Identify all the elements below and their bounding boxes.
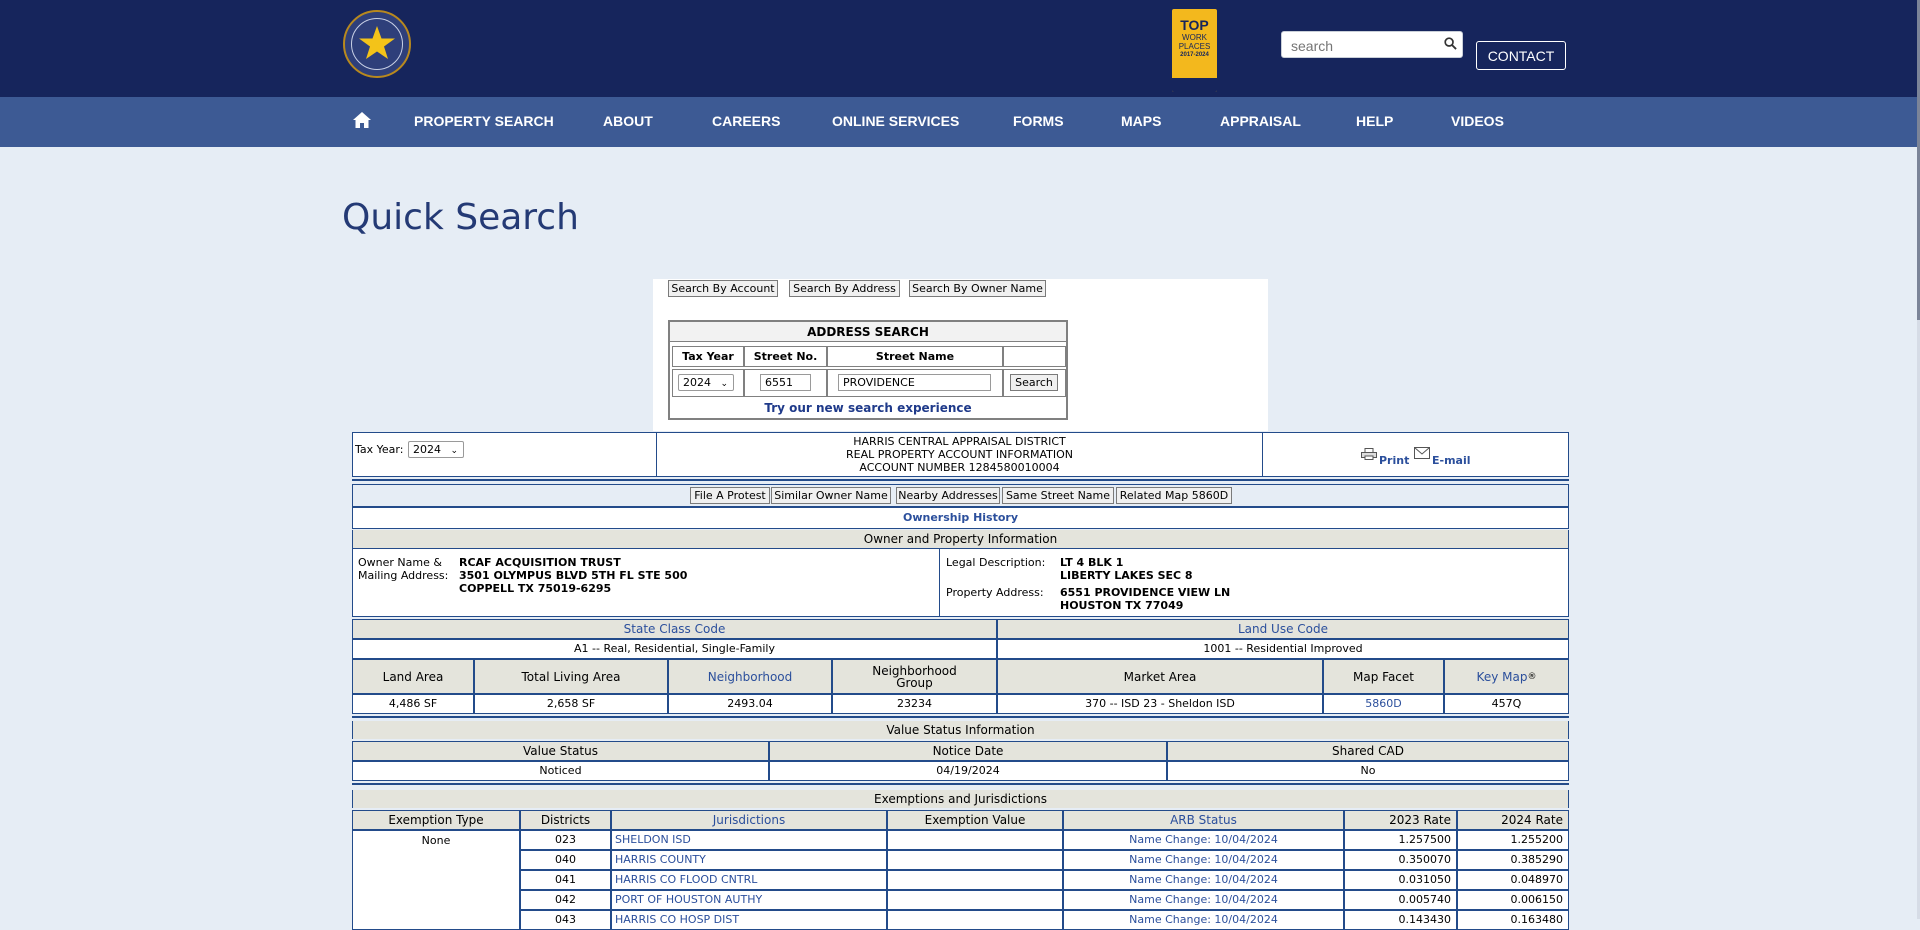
search-by-owner-button[interactable]: Search By Owner Name (909, 280, 1046, 297)
border-left (352, 485, 353, 506)
hcad-logo[interactable] (343, 10, 411, 78)
star-icon (345, 12, 409, 76)
nav-about[interactable]: ABOUT (603, 113, 653, 129)
top-header (0, 0, 1920, 97)
street-no-input[interactable]: 6551 (760, 374, 811, 391)
account-number: ACCOUNT NUMBER 1284580010004 (859, 461, 1060, 474)
street-name-input[interactable]: PROVIDENCE (838, 374, 991, 391)
jurisdiction-name-link[interactable]: HARRIS CO HOSP DIST (611, 910, 887, 930)
nav-careers[interactable]: CAREERS (712, 113, 781, 129)
rate-2023-value: 0.005740 (1344, 890, 1457, 910)
owner-address-line2: COPPELL TX 75019-6295 (459, 582, 612, 595)
nav-property-search[interactable]: PROPERTY SEARCH (414, 113, 554, 129)
account-info-label: REAL PROPERTY ACCOUNT INFORMATION (846, 448, 1073, 461)
page-title: Quick Search (342, 197, 579, 238)
nbhd-group-line2: Group (896, 675, 933, 690)
file-protest-button[interactable]: File A Protest (690, 487, 770, 504)
nav-forms[interactable]: FORMS (1013, 113, 1064, 129)
print-link[interactable]: Print (1379, 454, 1410, 467)
nav-help[interactable]: HELP (1356, 113, 1394, 129)
col-tax-year: Tax Year (672, 346, 744, 367)
exemption-value (887, 830, 1063, 850)
jurisdiction-name-link[interactable]: PORT OF HOUSTON AUTHY (611, 890, 887, 910)
divider (352, 479, 1569, 481)
exemption-value (887, 870, 1063, 890)
exemption-value (887, 850, 1063, 870)
nbhd-group-value: 23234 (832, 694, 997, 714)
legal-description-label: Legal Description: (946, 556, 1046, 569)
district-code: 043 (520, 910, 611, 930)
state-class-code-link[interactable]: State Class Code (352, 619, 997, 639)
property-address-line1: 6551 PROVIDENCE VIEW LN (1060, 586, 1231, 599)
neighborhood-link[interactable]: Neighborhood (668, 659, 832, 694)
arb-status-link[interactable]: Name Change: 10/04/2024 (1063, 910, 1344, 930)
search-by-address-button[interactable]: Search By Address (789, 280, 900, 297)
district-code: 041 (520, 870, 611, 890)
property-address (1060, 586, 1230, 612)
rate-2023-value: 0.350070 (1344, 850, 1457, 870)
land-use-value: 1001 -- Residential Improved (997, 639, 1569, 659)
registered-mark: ® (1527, 671, 1537, 682)
award-footer (1172, 78, 1217, 92)
record-tax-year-select[interactable] (408, 441, 464, 458)
record-divider (1262, 433, 1263, 476)
exemption-value (887, 910, 1063, 930)
property-address-label: Property Address: (946, 586, 1044, 599)
col-street-no: Street No. (744, 346, 827, 367)
award-years: 2017-2024 (1180, 52, 1209, 58)
property-address-line2: HOUSTON TX 77049 (1060, 599, 1184, 612)
land-area-value: 4,486 SF (352, 694, 474, 714)
district-code: 042 (520, 890, 611, 910)
map-facet-header: Map Facet (1323, 659, 1444, 694)
award-line2: WORK (1182, 33, 1207, 42)
nbhd-group-line1: Neighborhood (872, 663, 957, 678)
key-map-link[interactable]: Key Map (1476, 669, 1528, 684)
notice-date-header: Notice Date (769, 741, 1167, 761)
exemption-value (887, 890, 1063, 910)
arb-status-link[interactable]: Name Change: 10/04/2024 (1063, 890, 1344, 910)
arb-status-link[interactable]: ARB Status (1063, 810, 1344, 830)
new-search-experience-link[interactable]: Try our new search experience (764, 401, 972, 415)
market-area-value: 370 -- ISD 23 - Sheldon ISD (997, 694, 1323, 714)
nav-appraisal[interactable]: APPRAISAL (1220, 113, 1301, 129)
rate-2024-value: 0.048970 (1457, 870, 1569, 890)
divider (352, 716, 1569, 718)
value-status-header: Value Status (352, 741, 769, 761)
legal-description (1060, 556, 1193, 582)
jurisdiction-name-link[interactable]: HARRIS COUNTY (611, 850, 887, 870)
nav-online-services[interactable]: ONLINE SERVICES (832, 113, 960, 129)
jurisdiction-name-link[interactable]: SHELDON ISD (611, 830, 887, 850)
col-empty (1003, 346, 1066, 367)
living-area-value: 2,658 SF (474, 694, 668, 714)
exemption-type-value: None (352, 830, 520, 930)
legal-line1: LT 4 BLK 1 (1060, 556, 1124, 569)
land-use-code-link[interactable]: Land Use Code (997, 619, 1569, 639)
divider (352, 783, 1569, 785)
address-search-button[interactable]: Search (1010, 374, 1058, 391)
rate-2023-value: 0.143430 (1344, 910, 1457, 930)
rate-2023-value: 0.031050 (1344, 870, 1457, 890)
arb-status-link[interactable]: Name Change: 10/04/2024 (1063, 830, 1344, 850)
owner-value (459, 556, 687, 595)
divider (352, 484, 1569, 485)
printer-icon[interactable] (1361, 448, 1377, 460)
tax-year-value: 2024 (683, 376, 711, 389)
owner-divider (939, 549, 940, 616)
email-link[interactable]: E-mail (1432, 454, 1471, 467)
search-icon[interactable] (1444, 37, 1457, 50)
value-status-section-header: Value Status Information (352, 721, 1569, 739)
owner-label-line2: Mailing Address: (358, 569, 449, 582)
chevron-down-icon: ⌄ (720, 379, 728, 389)
key-map-value: 457Q (1444, 694, 1569, 714)
rate-2024-value: 0.163480 (1457, 910, 1569, 930)
award-line3: PLACES (1178, 42, 1211, 51)
arb-status-link[interactable]: Name Change: 10/04/2024 (1063, 870, 1344, 890)
exemption-value-header: Exemption Value (887, 810, 1063, 830)
email-icon[interactable] (1414, 447, 1430, 459)
map-facet-link[interactable]: 5860D (1323, 694, 1444, 714)
home-icon[interactable] (352, 110, 372, 130)
shared-cad-header: Shared CAD (1167, 741, 1569, 761)
exemption-type-header: Exemption Type (352, 810, 520, 830)
border-right (1568, 485, 1569, 506)
nbhd-group-header (832, 659, 997, 694)
same-street-button[interactable]: Same Street Name (1002, 487, 1114, 504)
shared-cad-value: No (1167, 761, 1569, 781)
similar-owner-button[interactable]: Similar Owner Name (771, 487, 891, 504)
record-tax-year-value: 2024 (413, 443, 441, 456)
rate-2024-value: 0.385290 (1457, 850, 1569, 870)
key-map-header (1444, 659, 1569, 694)
search-by-account-button[interactable]: Search By Account (668, 280, 778, 297)
jurisdictions-link[interactable]: Jurisdictions (611, 810, 887, 830)
living-area-header: Total Living Area (474, 659, 668, 694)
district-code: 040 (520, 850, 611, 870)
owner-name: RCAF ACQUISITION TRUST (459, 556, 621, 569)
rate-2024-header: 2024 Rate (1457, 810, 1569, 830)
district-name: HARRIS CENTRAL APPRAISAL DISTRICT (853, 435, 1066, 448)
owner-label-line1: Owner Name & (358, 556, 442, 569)
rate-2024-value: 1.255200 (1457, 830, 1569, 850)
contact-button[interactable]: CONTACT (1476, 41, 1566, 70)
land-area-header: Land Area (352, 659, 474, 694)
award-line1: TOP (1180, 17, 1209, 33)
neighborhood-value: 2493.04 (668, 694, 832, 714)
record-title-block (657, 435, 1262, 474)
arb-status-link[interactable]: Name Change: 10/04/2024 (1063, 850, 1344, 870)
value-status-value: Noticed (352, 761, 769, 781)
site-search-box[interactable] (1281, 31, 1463, 58)
site-search-input[interactable] (1289, 32, 1443, 59)
col-street-name: Street Name (827, 346, 1003, 367)
exemptions-section-header: Exemptions and Jurisdictions (352, 790, 1569, 808)
tax-year-select[interactable] (678, 374, 734, 391)
owner-address-line1: 3501 OLYMPUS BLVD 5TH FL STE 500 (459, 569, 688, 582)
district-code: 023 (520, 830, 611, 850)
districts-header: Districts (520, 810, 611, 830)
rate-2024-value: 0.006150 (1457, 890, 1569, 910)
nav-maps[interactable]: MAPS (1121, 113, 1162, 129)
owner-section-header: Owner and Property Information (352, 530, 1569, 548)
rate-2023-value: 1.257500 (1344, 830, 1457, 850)
rate-2023-header: 2023 Rate (1344, 810, 1457, 830)
main-nav (0, 97, 1920, 147)
market-area-header: Market Area (997, 659, 1323, 694)
nav-videos[interactable]: VIDEOS (1451, 113, 1504, 129)
legal-line2: LIBERTY LAKES SEC 8 (1060, 569, 1193, 582)
chevron-down-icon: ⌄ (450, 446, 458, 456)
state-class-value: A1 -- Real, Residential, Single-Family (352, 639, 997, 659)
nearby-addresses-button[interactable]: Nearby Addresses (896, 487, 1000, 504)
top-workplaces-badge (1172, 9, 1217, 92)
address-search-title: ADDRESS SEARCH (670, 322, 1066, 342)
record-tax-year-label: Tax Year: (355, 443, 404, 456)
ownership-history-link[interactable]: Ownership History (902, 511, 1019, 524)
jurisdiction-name-link[interactable]: HARRIS CO FLOOD CNTRL (611, 870, 887, 890)
notice-date-value: 04/19/2024 (769, 761, 1167, 781)
related-map-button[interactable]: Related Map 5860D (1116, 487, 1232, 504)
owner-label (358, 556, 448, 582)
